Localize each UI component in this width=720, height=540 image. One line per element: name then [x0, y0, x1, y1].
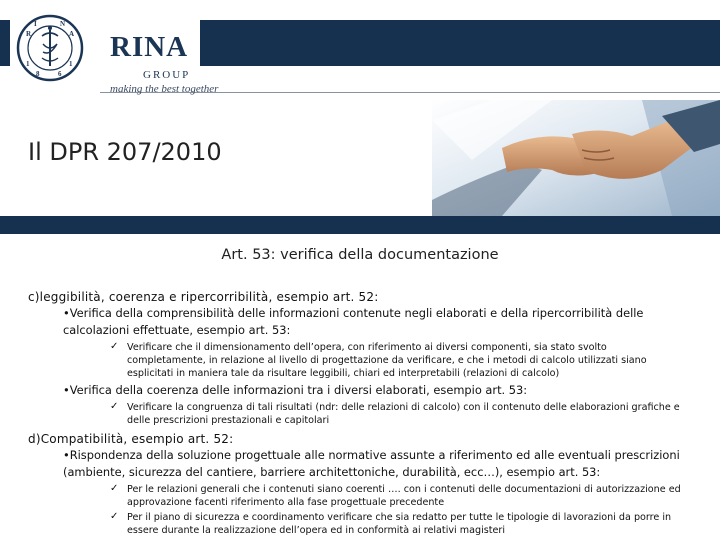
- title-bottom-band: [0, 216, 720, 234]
- handshake-photo: [432, 100, 720, 216]
- check-d2-line1: Per il piano di sicurezza e coordinamento verificare che sia redatto per tutte le tipologie di lavorazioni da porre in: [127, 512, 672, 523]
- bullet-c1-line1: •Verifica della comprensibilità delle informazioni contenute negli elaborati e della ripercorribilità delle: [63, 306, 644, 320]
- svg-text:A: A: [69, 30, 75, 38]
- svg-text:N: N: [60, 20, 66, 28]
- check-c1-line3: esplicitati in maniera tale da risultare leggibili, chiari ed interpretabili (relazioni di calcolo): [127, 368, 560, 379]
- brand-name: RINA: [110, 31, 189, 63]
- check-c1-line2: completamente, in relazione al livello di progettazione da verificare, e che i metodi di calcolo utilizzati siano: [127, 355, 647, 366]
- svg-text:8: 8: [36, 70, 40, 78]
- bullet-d1-line1: •Rispondenza della soluzione progettuale alle normative assunte a riferimento ed alle eventuali prescrizioni: [63, 448, 680, 462]
- section-heading-c: c)leggibilità, coerenza e ripercorribilità, esempio art. 52:: [28, 290, 379, 304]
- svg-text:I: I: [34, 20, 37, 28]
- check-mark-icon: ✓: [110, 483, 119, 494]
- slide-title: Il DPR 207/2010: [28, 138, 222, 166]
- section-heading-d: d)Compatibilità, esempio art. 52:: [28, 432, 234, 446]
- check-mark-icon: ✓: [110, 401, 119, 412]
- check-c2-line1: Verificare la congruenza di tali risultati (ndr: delle relazioni di calcolo) con il contenuto delle elaborazioni grafiche e: [127, 402, 680, 413]
- rina-seal-icon: [16, 14, 84, 82]
- bullet-c2-line1: •Verifica della coerenza delle informazioni tra i diversi elaborati, esempio art. 53:: [63, 383, 528, 397]
- check-d1-line1: Per le relazioni generali che i contenuti siano coerenti …. con i contenuti delle documentazioni di autorizzazione ed: [127, 484, 681, 495]
- logo: [10, 12, 200, 84]
- subtitle-text: Art. 53: verifica della documentazione: [221, 247, 499, 263]
- bullet-d1-line2: (ambiente, sicurezza del cantiere, barriere architettoniche, durabilità, ecc…), esempio art. 53:: [63, 465, 601, 479]
- bullet-c1-line2: calcolazioni effettuate, esempio art. 53:: [63, 323, 291, 337]
- brand-tagline: making the best together: [110, 83, 219, 95]
- check-c2-line2: delle prescrizioni prestazionali e capitolari: [127, 415, 330, 426]
- check-mark-icon: ✓: [110, 341, 119, 352]
- svg-text:R: R: [26, 30, 32, 38]
- check-d2-line2: essere durante la realizzazione dell’opera ed in conformità ai relativi magisteri: [127, 525, 506, 536]
- brand-group: GROUP: [143, 69, 191, 81]
- check-d1-line2: approvazione facenti riferimento alla fase progettuale precedente: [127, 497, 445, 508]
- check-c1-line1: Verificare che il dimensionamento dell’opera, con riferimento ai diversi componenti, sia stato svolto: [127, 342, 607, 353]
- svg-text:1: 1: [69, 60, 73, 68]
- svg-text:6: 6: [58, 70, 62, 78]
- check-mark-icon: ✓: [110, 511, 119, 522]
- slide-subtitle: [0, 247, 720, 263]
- svg-text:1: 1: [26, 60, 30, 68]
